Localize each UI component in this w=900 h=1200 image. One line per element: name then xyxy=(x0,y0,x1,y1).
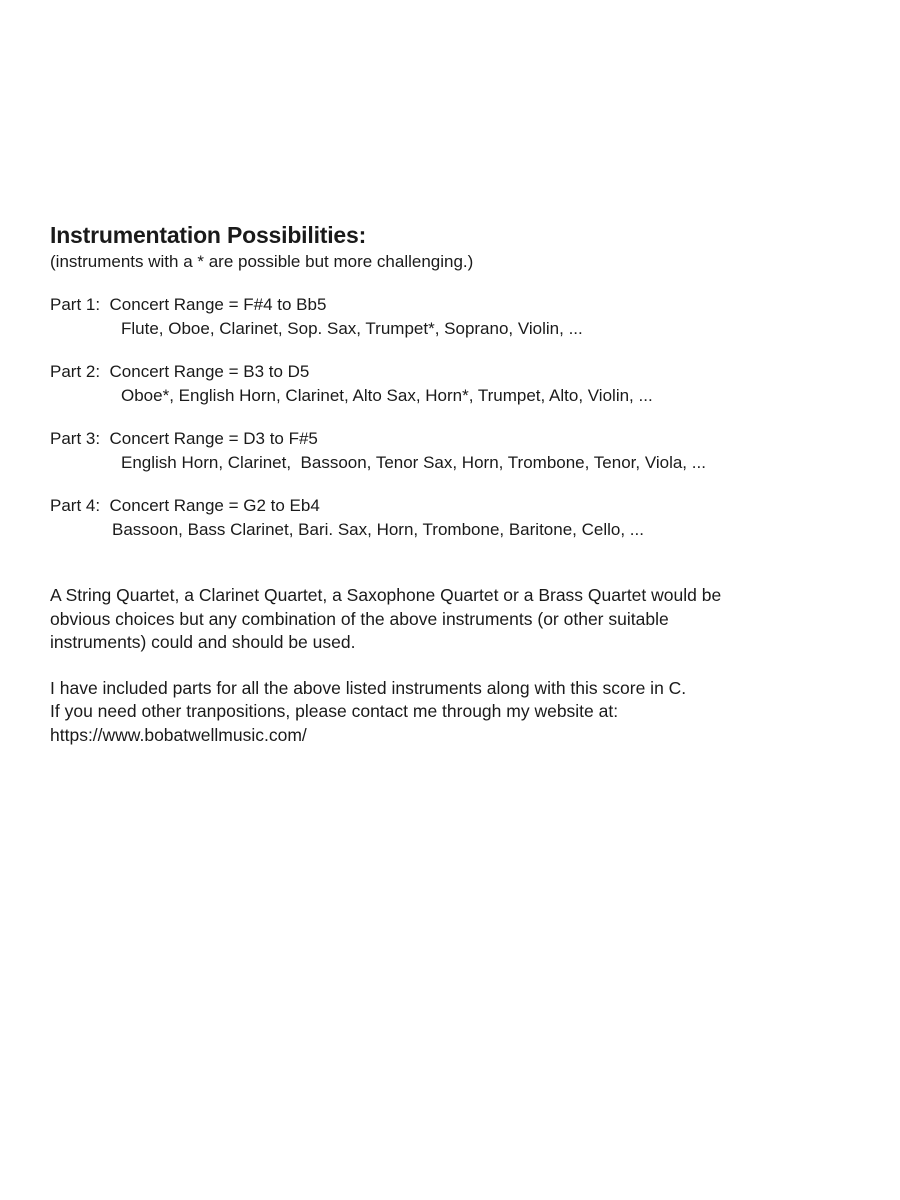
ensemble-paragraph xyxy=(50,584,850,655)
part-2-block xyxy=(50,360,850,408)
part-1-range: Part 1: Concert Range = F#4 to Bb5 xyxy=(50,295,327,314)
instrumentation-notes xyxy=(50,220,850,747)
contact-paragraph-line: If you need other tranpositions, please contact me through my website at: xyxy=(50,701,619,721)
part-2-range: Part 2: Concert Range = B3 to D5 xyxy=(50,362,310,381)
part-4-instruments: Bassoon, Bass Clarinet, Bari. Sax, Horn, Trombone, Baritone, Cello, ... xyxy=(112,520,644,539)
part-4-block xyxy=(50,494,850,542)
website-url: https://www.bobatwellmusic.com/ xyxy=(50,724,307,745)
ensemble-paragraph-line: A String Quartet, a Clarinet Quartet, a Saxophone Quartet or a Brass Quartet would be xyxy=(50,585,722,605)
part-1-instruments: Flute, Oboe, Clarinet, Sop. Sax, Trumpet*, Soprano, Violin, ... xyxy=(121,319,583,338)
part-3-block xyxy=(50,427,850,475)
ensemble-paragraph-line: instruments) could and should be used. xyxy=(50,632,356,652)
part-1-block xyxy=(50,293,850,341)
part-3-instruments: English Horn, Clarinet, Bassoon, Tenor Sax, Horn, Trombone, Tenor, Viola, ... xyxy=(121,453,706,472)
part-3-range: Part 3: Concert Range = D3 to F#5 xyxy=(50,429,318,448)
part-2-instruments: Oboe*, English Horn, Clarinet, Alto Sax, Horn*, Trumpet, Alto, Violin, ... xyxy=(121,386,653,405)
page-subtitle: (instruments with a * are possible but more challenging.) xyxy=(50,252,474,271)
contact-paragraph-line: I have included parts for all the above listed instruments along with this score in C. xyxy=(50,677,687,698)
contact-paragraph xyxy=(50,677,850,748)
part-4-range: Part 4: Concert Range = G2 to Eb4 xyxy=(50,496,320,515)
ensemble-paragraph-line: obvious choices but any combination of the above instruments (or other suitable xyxy=(50,608,669,629)
page-title: Instrumentation Possibilities: xyxy=(50,222,367,248)
